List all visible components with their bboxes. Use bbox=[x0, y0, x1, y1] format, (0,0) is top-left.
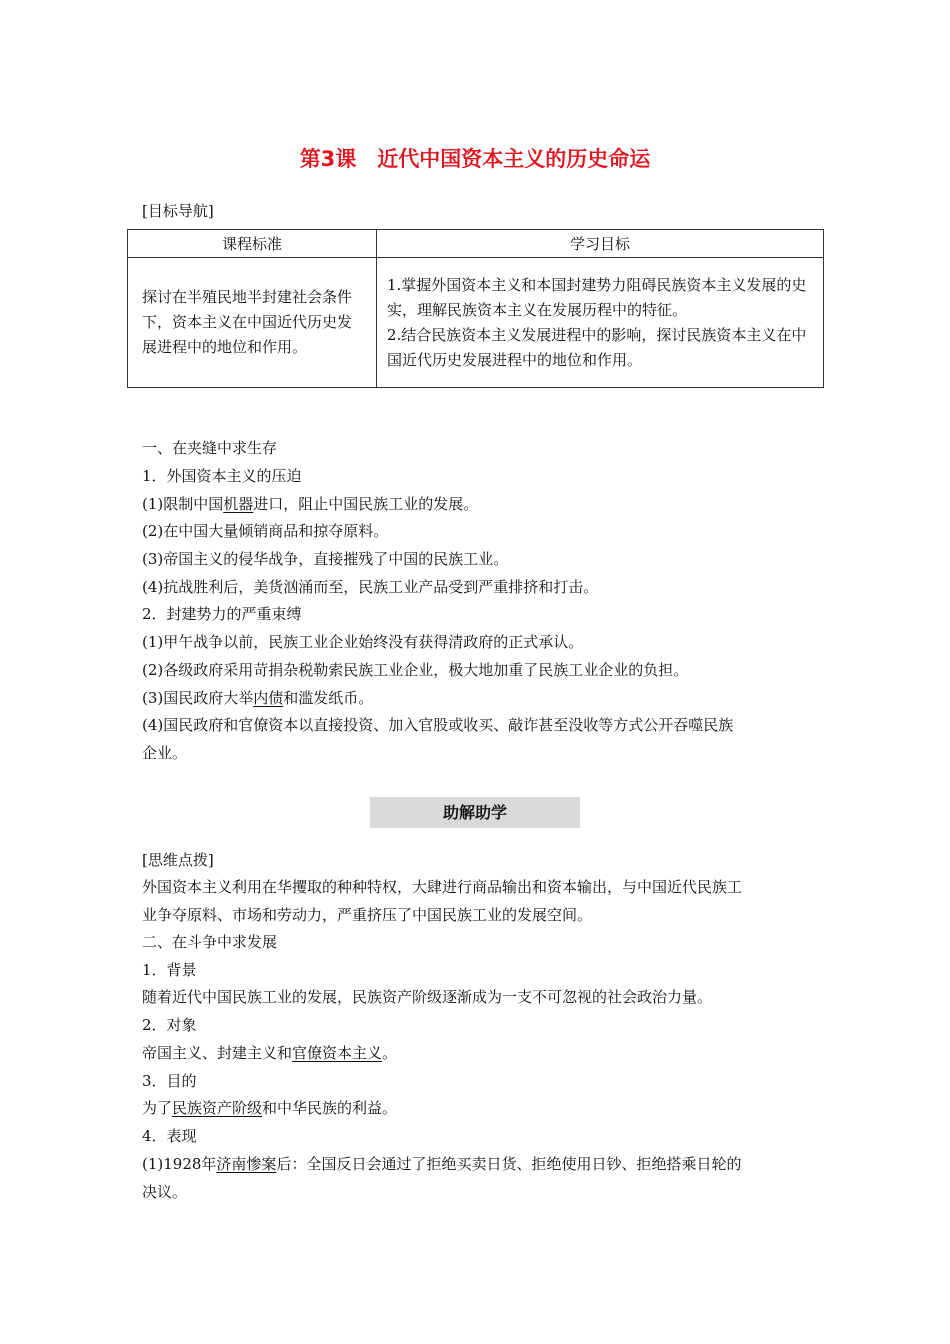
underlined-term: 济南惨案 bbox=[216, 1155, 277, 1173]
text: 。 bbox=[382, 1044, 398, 1062]
table-header-row bbox=[128, 230, 824, 258]
paragraph: (2)各级政府采用苛捐杂税勒索民族工业企业，极大地加重了民族工业企业的负担。 bbox=[142, 661, 689, 679]
cell-goal bbox=[377, 258, 824, 388]
paragraph: 业争夺原料、市场和劳动力，严重挤压了中国民族工业的发展空间。 bbox=[142, 906, 593, 924]
paragraph: (2)在中国大量倾销商品和掠夺原料。 bbox=[142, 522, 389, 540]
goals-table bbox=[127, 229, 824, 388]
header-standard: 课程标准 bbox=[128, 230, 377, 258]
paragraph: (3)帝国主义的侵华战争，直接摧残了中国的民族工业。 bbox=[142, 550, 509, 568]
text: 后：全国反日会通过了拒绝买卖日货、拒绝使用日钞、拒绝搭乘日轮的 bbox=[276, 1155, 742, 1173]
subheading: 2．封建势力的严重束缚 bbox=[142, 605, 302, 623]
paragraph: (1)甲午战争以前，民族工业企业始终没有获得清政府的正式承认。 bbox=[142, 633, 584, 651]
text: (3)国民政府大举 bbox=[142, 689, 254, 707]
section-label-tip: [思维点拨] bbox=[142, 851, 214, 869]
goal-item-2: 2.结合民族资本主义发展进程中的影响，探讨民族资本主义在中国近代历史发展进程中的地位和作用。 bbox=[387, 325, 807, 369]
header-goal: 学习目标 bbox=[377, 230, 824, 258]
text: (1)1928年 bbox=[142, 1155, 217, 1173]
text: 和中华民族的利益。 bbox=[262, 1099, 398, 1117]
underlined-term: 内债 bbox=[253, 689, 284, 707]
text: 帝国主义、封建主义和 bbox=[142, 1044, 293, 1062]
paragraph bbox=[142, 494, 478, 514]
help-banner: 助解助学 bbox=[370, 797, 580, 828]
underlined-term: 官僚资本主义 bbox=[292, 1044, 383, 1062]
goal-item-1: 1.掌握外国资本主义和本国封建势力阻碍民族资本主义发展的史实，理解民族资本主义在发展历程中的特征。 bbox=[387, 275, 807, 319]
paragraph: 外国资本主义利用在华攫取的种种特权，大肆进行商品输出和资本输出，与中国近代民族工 bbox=[142, 878, 743, 896]
text: 进口，阻止中国民族工业的发展。 bbox=[253, 495, 479, 513]
cell-standard: 探讨在半殖民地半封建社会条件下，资本主义在中国近代历史发展进程中的地位和作用。 bbox=[128, 258, 377, 388]
table-row bbox=[128, 258, 824, 388]
subheading: 3．目的 bbox=[142, 1072, 197, 1090]
subheading: 1．外国资本主义的压迫 bbox=[142, 467, 302, 485]
text: 和滥发纸币。 bbox=[283, 689, 374, 707]
paragraph: 随着近代中国民族工业的发展，民族资产阶级逐渐成为一支不可忽视的社会政治力量。 bbox=[142, 988, 713, 1006]
page-title: 第3课 近代中国资本主义的历史命运 bbox=[299, 147, 651, 171]
paragraph: (4)抗战胜利后，美货汹涌而至，民族工业产品受到严重排挤和打击。 bbox=[142, 578, 599, 596]
section-label-nav: [目标导航] bbox=[142, 202, 214, 220]
subheading: 1．背景 bbox=[142, 961, 197, 979]
paragraph bbox=[142, 1154, 741, 1174]
section-heading-1: 一、在夹缝中求生存 bbox=[142, 439, 278, 457]
paragraph bbox=[142, 1043, 397, 1063]
underlined-term: 机器 bbox=[223, 495, 254, 513]
text: (1)限制中国 bbox=[142, 495, 224, 513]
subheading: 4．表现 bbox=[142, 1127, 197, 1145]
paragraph: 决议。 bbox=[142, 1183, 188, 1201]
text: 为了 bbox=[142, 1099, 173, 1117]
subheading: 2．对象 bbox=[142, 1016, 197, 1034]
paragraph: 企业。 bbox=[142, 744, 188, 762]
paragraph: (4)国民政府和官僚资本以直接投资、加入官股或收买、敲诈甚至没收等方式公开吞噬民族 bbox=[142, 716, 734, 734]
section-heading-2: 二、在斗争中求发展 bbox=[142, 933, 278, 951]
paragraph bbox=[142, 688, 373, 708]
paragraph bbox=[142, 1098, 397, 1118]
underlined-term: 民族资产阶级 bbox=[172, 1099, 263, 1117]
